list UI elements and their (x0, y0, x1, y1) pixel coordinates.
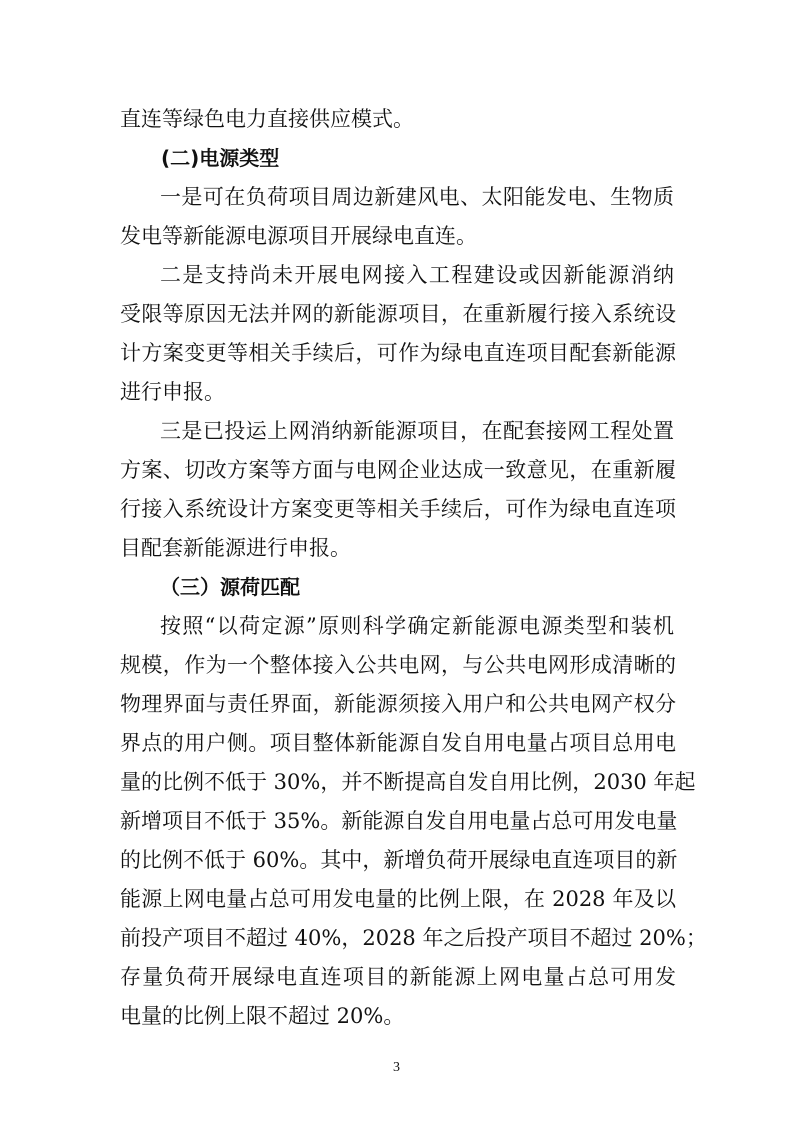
paragraph-line: 直连等绿色电力直接供应模式。 (120, 107, 414, 131)
paragraph-line: 量的比例不低于 30%，并不断提高自发自用比例，2030 年起 (120, 770, 696, 794)
paragraph-line: 按照“以荷定源”原则科学确定新能源电源类型和装机 (160, 614, 674, 638)
paragraph-line: 能源上网电量占总可用发电量的比例上限，在 2028 年及以 (120, 887, 676, 911)
paragraph-line: 界点的用户侧。项目整体新能源自发自用电量占项目总用电 (120, 731, 676, 755)
paragraph-line: 前投产项目不超过 40%，2028 年之后投产项目不超过 20%； (120, 926, 707, 950)
paragraph-line: 二是支持尚未开展电网接入工程建设或因新能源消纳 (160, 263, 674, 287)
paragraph-line: 行接入系统设计方案变更等相关手续后，可作为绿电直连项 (120, 497, 676, 521)
paragraph-line: 受限等原因无法并网的新能源项目，在重新履行接入系统设 (120, 302, 676, 326)
paragraph-line: 计方案变更等相关手续后，可作为绿电直连项目配套新能源 (120, 341, 676, 365)
paragraph-line: 的比例不低于 60%。其中，新增负荷开展绿电直连项目的新 (120, 848, 678, 872)
section-heading-source-load-matching: （三）源荷匹配 (160, 575, 300, 599)
paragraph-line: 物理界面与责任界面，新能源须接入用户和公共电网产权分 (120, 692, 676, 716)
paragraph-line: 规模，作为一个整体接入公共电网，与公共电网形成清晰的 (120, 653, 676, 677)
paragraph-line: 发电等新能源电源项目开展绿电直连。 (120, 224, 477, 248)
paragraph-line: 电量的比例上限不超过 20%。 (120, 1004, 405, 1028)
paragraph-line: 存量负荷开展绿电直连项目的新能源上网电量占总可用发 (120, 965, 676, 989)
paragraph-line: 新增项目不低于 35%。新能源自发自用电量占总可用发电量 (120, 809, 678, 833)
paragraph-line: 进行申报。 (120, 380, 225, 404)
paragraph-line: 方案、切改方案等方面与电网企业达成一致意见，在重新履 (120, 458, 676, 482)
paragraph-line: 目配套新能源进行申报。 (120, 536, 351, 560)
paragraph-line: 一是可在负荷项目周边新建风电、太阳能发电、生物质 (160, 185, 674, 209)
paragraph-line: 三是已投运上网消纳新能源项目，在配套接网工程处置 (160, 419, 674, 443)
section-heading-power-source-type: (二)电源类型 (161, 146, 280, 170)
page-number: 3 (393, 1060, 400, 1075)
